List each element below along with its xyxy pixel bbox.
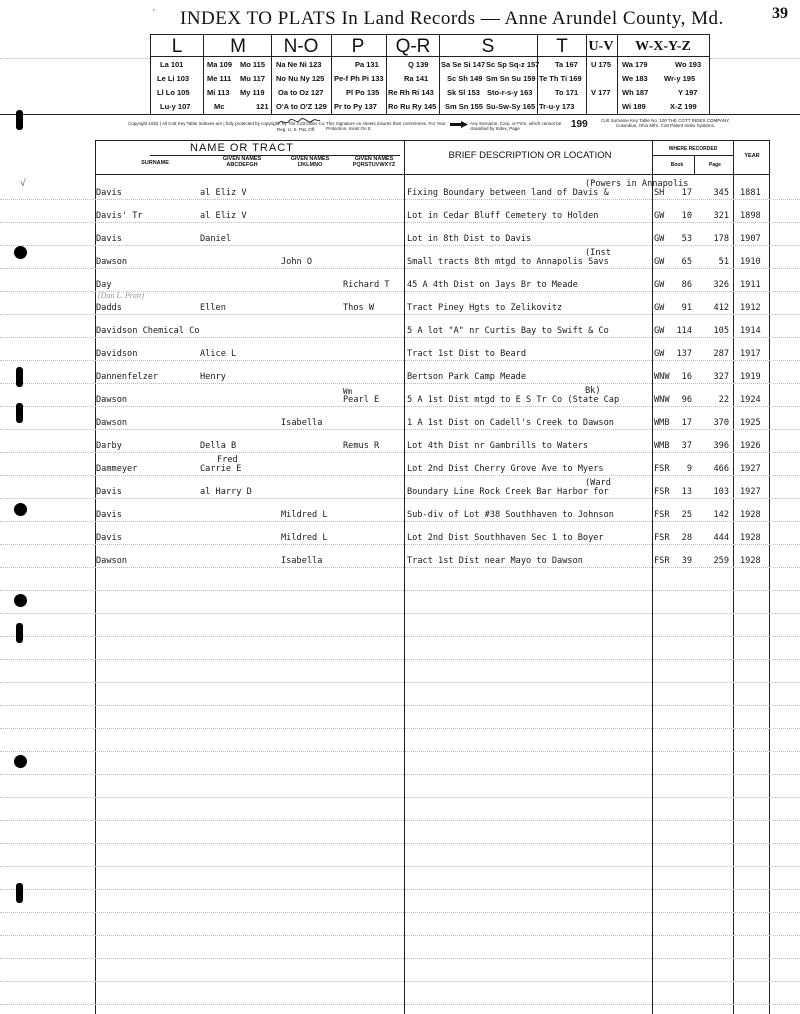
page-cell: 466 (713, 464, 729, 474)
description-cell: Bertson Park Camp Meade (407, 372, 526, 382)
row-guide-line (0, 1004, 800, 1005)
given-name-1-cell: al Eliz V (200, 188, 247, 198)
year-cell: 1907 (740, 234, 761, 244)
row-guide-line (0, 636, 800, 637)
description-cell: Lot in Cedar Bluff Cemetery to Holden (407, 211, 599, 221)
book-cell: 39 (681, 556, 692, 566)
surname-cell: Dawson (96, 418, 128, 428)
page-cell: 396 (713, 441, 729, 451)
index-cell: Sm Sn 155 (445, 102, 483, 111)
book-cell: 17 (681, 188, 692, 198)
corner-mark: ' (153, 8, 155, 19)
description-cell: (Powers in Annapolis (585, 179, 689, 189)
index-cell: Ra 141 (404, 74, 429, 83)
surname-cell: Davis (96, 533, 122, 543)
book-prefix-cell: FSR (654, 464, 670, 474)
year-cell: 1928 (740, 533, 761, 543)
year-cell: 1924 (740, 395, 761, 405)
row-guide-line (0, 705, 800, 706)
page-cell: 444 (713, 533, 729, 543)
faint-handwriting: (Dan L. Pratt) (98, 291, 144, 300)
year-cell: 1912 (740, 303, 761, 313)
index-cell: Na Ne Ni 123 (276, 60, 322, 69)
description-header: BRIEF DESCRIPTION OR LOCATION (448, 150, 612, 161)
signature-logo (276, 117, 322, 127)
book-prefix-cell: GW (654, 303, 665, 313)
year-cell: 1910 (740, 257, 761, 267)
surname-cell: Davis' Tr (96, 211, 143, 221)
index-cell: Pl Po 135 (346, 88, 380, 97)
description-cell: Tract 1st Dist near Mayo to Dawson (407, 556, 583, 566)
check-mark: √ (20, 178, 26, 189)
year-cell: 1911 (740, 280, 761, 290)
letter-M: M (230, 36, 246, 57)
book-prefix-cell: FSR (654, 556, 670, 566)
row-guide-line (0, 429, 800, 430)
surname-cell: Dawson (96, 556, 128, 566)
book-cell: 17 (681, 418, 692, 428)
page-cell: 412 (713, 303, 729, 313)
given-name-3-cell: Wm (343, 387, 353, 396)
book-cell: 16 (681, 372, 692, 382)
binder-slot (16, 883, 23, 903)
row-guide-line (0, 797, 800, 798)
index-cell: O'A to O'Z 129 (276, 102, 327, 111)
book-cell: 114 (676, 326, 692, 336)
book-cell: 86 (681, 280, 692, 290)
row-guide-line (0, 820, 800, 821)
book-cell: 9 (686, 464, 692, 474)
row-guide-line (0, 774, 800, 775)
surname-cell: Dawson (96, 395, 128, 405)
book-prefix-cell: GW (654, 326, 665, 336)
given-name-2-cell: Mildred L (281, 533, 328, 543)
page-title: INDEX TO PLATS In Land Records — Anne Arundel County, Md. (180, 8, 724, 29)
given-name-2-cell: Isabella (281, 556, 323, 566)
index-cell: Me 111 (207, 74, 232, 83)
index-cell: La 101 (160, 60, 184, 69)
binder-hole (14, 594, 27, 607)
binder-slot (16, 623, 23, 643)
row-guide-line (0, 544, 800, 545)
given-names-3-letters: PQRSTUVWXYZ (352, 162, 396, 168)
description-cell: Boundary Line Rock Creek Bar Harbor for (407, 487, 609, 497)
surname-cell: Dadds (96, 303, 122, 313)
description-cell: Fixing Boundary between land of Davis & (407, 188, 609, 198)
description-cell: Sub-div of Lot #38 Southhaven to Johnson (407, 510, 614, 520)
given-name-1-cell: Della B (200, 441, 237, 451)
index-cell: Sc Sp Sq-z 157 (486, 60, 540, 69)
row-guide-line (0, 958, 800, 959)
book-prefix-cell: WMB (654, 418, 670, 428)
page-number: 39 (772, 5, 788, 22)
book-prefix-cell: WMB (654, 441, 670, 451)
description-cell: Lot 2nd Dist Southhaven Sec 1 to Boyer (407, 533, 604, 543)
index-cell: Sk Sl 153 (447, 88, 480, 97)
page-cell: 105 (713, 326, 729, 336)
page-cell: 321 (713, 211, 729, 221)
index-cell: Oa to Oz 127 (278, 88, 324, 97)
page-cell: 51 (718, 257, 729, 267)
row-guide-line (0, 475, 800, 476)
surname-cell: Davidson (96, 349, 138, 359)
book-header: Book (670, 162, 684, 168)
row-guide-line (0, 613, 800, 614)
row-guide-line (0, 912, 800, 913)
description-cell: Bk) (585, 386, 601, 396)
book-cell: 137 (676, 349, 692, 359)
surname-cell: Davis (96, 487, 122, 497)
binder-hole (14, 503, 27, 516)
given-name-1-cell: al Eliz V (200, 211, 247, 221)
given-name-2-cell: Isabella (281, 418, 323, 428)
year-cell: 1925 (740, 418, 761, 428)
binder-slot (16, 367, 23, 387)
description-cell: Lot 2nd Dist Cherry Grove Ave to Myers (407, 464, 604, 474)
row-guide-line (0, 659, 800, 660)
page-cell: 327 (713, 372, 729, 382)
index-cell: X-Z 199 (670, 102, 697, 111)
given-name-2-cell: Mildred L (281, 510, 328, 520)
binder-slot (16, 110, 23, 130)
letter-S: S (481, 36, 495, 57)
book-prefix-cell: WNW (654, 372, 670, 382)
row-guide-line (0, 728, 800, 729)
index-cell: Mu 117 (240, 74, 266, 83)
index-cell: Ro Ru Ry 145 (388, 102, 437, 111)
index-cell: Su-Sw-Sy 165 (486, 102, 536, 111)
description-cell: 1 A 1st Dist on Cadell's Creek to Dawson (407, 418, 614, 428)
row-guide-line (0, 268, 800, 269)
surname-cell: Day (96, 280, 112, 290)
any-surname-page: 199 (571, 119, 588, 130)
index-cell: Pe-f Ph Pi 133 (334, 74, 384, 83)
index-cell: Wi 189 (622, 102, 646, 111)
name-or-tract-header: NAME OR TRACT (190, 142, 294, 154)
page-cell: 345 (713, 188, 729, 198)
year-header: YEAR (744, 153, 760, 159)
given-names-1-title: GIVEN NAMES (222, 156, 262, 162)
index-cell: Sc Sh 149 (447, 74, 483, 83)
surname-cell: Dannenfelzer (96, 372, 159, 382)
binder-hole (14, 246, 27, 259)
row-guide-line (0, 383, 800, 384)
given-name-3-cell: Pearl E (343, 395, 380, 405)
book-cell: 25 (681, 510, 692, 520)
index-cell: Tr-u-y 173 (539, 102, 575, 111)
book-cell: 28 (681, 533, 692, 543)
year-cell: 1881 (740, 188, 761, 198)
surname-cell: Dammeyer (96, 464, 138, 474)
index-cell: Sto-r-s-y 163 (487, 88, 533, 97)
given-name-1-cell: Ellen (200, 303, 226, 313)
binder-slot (16, 403, 23, 423)
year-cell: 1919 (740, 372, 761, 382)
index-cell: Le Li 103 (157, 74, 190, 83)
row-guide-line (0, 222, 800, 223)
description-cell: Small tracts 8th mtgd to Annapolis Savs (407, 257, 609, 267)
surname-cell: Darby (96, 441, 122, 451)
binder-hole (14, 755, 27, 768)
given-names-2-header (280, 156, 340, 168)
year-cell: 1928 (740, 556, 761, 566)
index-cell: Q 139 (408, 60, 429, 69)
letter-L: L (171, 36, 183, 57)
row-guide-line (0, 843, 800, 844)
book-prefix-cell: GW (654, 349, 665, 359)
surname-cell: Dawson (96, 257, 128, 267)
protection-notice: This Signature on sheets insures their correctness. For Your Protection, Insist On It. (326, 121, 446, 131)
index-cell: Wo 193 (675, 60, 702, 69)
index-cell: Wr-y 195 (664, 74, 696, 83)
company-notice: Cott Surname Key Table No. 100 THE COTT INDEX COMPANY, Columbus, Ohio Mfrs. Cott Patent Index Systems. (601, 118, 730, 128)
given-name-1-cell: Carrie E (200, 464, 242, 474)
index-cell: Wa 179 (622, 60, 648, 69)
page-header: Page (709, 162, 721, 168)
page-cell: 326 (713, 280, 729, 290)
given-name-1-cell: Fred (217, 455, 238, 465)
page-cell: 287 (713, 349, 729, 359)
index-cell: Lu-y 107 (160, 102, 191, 111)
row-guide-line (0, 935, 800, 936)
index-cell: Y 197 (678, 88, 698, 97)
index-cell: My 119 (240, 88, 265, 97)
index-cell: Ta 167 (555, 60, 578, 69)
surname-cell: Davis (96, 188, 122, 198)
index-cell: U 175 (591, 60, 612, 69)
description-cell: (Inst (585, 248, 611, 258)
page-cell: 259 (713, 556, 729, 566)
given-name-3-cell: Thos W (343, 303, 375, 313)
row-guide-line (0, 452, 800, 453)
row-guide-line (0, 567, 800, 568)
year-cell: 1927 (740, 464, 761, 474)
index-cell: Mc (214, 102, 225, 111)
row-guide-line (0, 590, 800, 591)
index-cell: No Nu Ny 125 (276, 74, 325, 83)
year-cell: 1917 (740, 349, 761, 359)
book-cell: 96 (681, 395, 692, 405)
description-cell: (Ward (585, 478, 611, 488)
index-cell: To 171 (555, 88, 579, 97)
row-guide-line (0, 498, 800, 499)
index-cell: Te Th Ti 169 (539, 74, 582, 83)
year-cell: 1928 (740, 510, 761, 520)
row-guide-line (0, 682, 800, 683)
index-cell: Wh 187 (622, 88, 649, 97)
pointing-hand-icon (449, 120, 469, 129)
description-cell: Lot in 8th Dist to Davis (407, 234, 532, 244)
given-name-3-cell: Remus R (343, 441, 380, 451)
any-surname-notice: Any Surname, Corp. or Firm, which cannot be classified by Index, Page (470, 121, 562, 131)
index-cell: V 177 (591, 88, 611, 97)
given-names-2-title: GIVEN NAMES (290, 156, 330, 162)
book-prefix-cell: SH (654, 188, 665, 198)
description-cell: 5 A lot "A" nr Curtis Bay to Swift & Co (407, 326, 609, 336)
row-guide-line (0, 199, 800, 200)
given-names-1-header (212, 156, 272, 168)
index-cell: Re Rh Ri 143 (388, 88, 434, 97)
letter-Q-R: Q-R (395, 36, 431, 57)
description-cell: Tract 1st Dist to Beard (407, 349, 526, 359)
year-cell: 1926 (740, 441, 761, 451)
given-name-1-cell: al Harry D (200, 487, 252, 497)
index-cell: Sa Se Si 147 (441, 60, 486, 69)
given-name-2-cell: John O (281, 257, 313, 267)
surname-cell: Davidson Chemical Co (96, 326, 200, 336)
book-prefix-cell: GW (654, 211, 665, 221)
given-names-3-title: GIVEN NAMES (354, 156, 394, 162)
given-name-1-cell: Henry (200, 372, 226, 382)
book-prefix-cell: GW (654, 280, 665, 290)
letter-N-O: N-O (283, 36, 319, 57)
book-prefix-cell: FSR (654, 510, 670, 520)
book-prefix-cell: GW (654, 257, 665, 267)
row-guide-line (0, 751, 800, 752)
book-cell: 53 (681, 234, 692, 244)
letter-U-V: U-V (588, 39, 614, 54)
letter-T: T (556, 36, 568, 57)
description-cell: Lot 4th Dist nr Gambrills to Waters (407, 441, 589, 451)
book-cell: 91 (681, 303, 692, 313)
given-name-3-cell: Richard T (343, 280, 390, 290)
book-prefix-cell: GW (654, 234, 665, 244)
index-cell: Mi 113 (207, 88, 230, 97)
row-guide-line (0, 889, 800, 890)
row-guide-line (0, 245, 800, 246)
letter-P: P (351, 36, 365, 57)
index-cell: Ma 109 (207, 60, 233, 69)
book-cell: 37 (681, 441, 692, 451)
where-recorded-header: WHERE RECORDED (668, 146, 718, 152)
index-cell: Mo 115 (240, 60, 266, 69)
given-name-1-cell: Alice L (200, 349, 237, 359)
description-cell: 45 A 4th Dist on Jays Br to Meade (407, 280, 578, 290)
copyright-notice: Copyright 1932 | All Cott Key Table Indexes are | fully protected by copyright. by The Cott Index Co. (128, 121, 326, 126)
row-guide-line (0, 981, 800, 982)
index-cell: We 183 (622, 74, 648, 83)
row-guide-line (0, 337, 800, 338)
row-guide-line (0, 314, 800, 315)
book-prefix-cell: FSR (654, 487, 670, 497)
book-prefix-cell: WNW (654, 395, 670, 405)
given-names-3-header (343, 156, 405, 168)
year-cell: 1927 (740, 487, 761, 497)
trademark-notice: Reg. U. S. Pat. Off. (277, 127, 316, 132)
row-guide-line (0, 866, 800, 867)
page-cell: 370 (713, 418, 729, 428)
index-cell: Pa 131 (355, 60, 379, 69)
row-guide-line (0, 360, 800, 361)
book-cell: 65 (681, 257, 692, 267)
given-names-1-letters: ABCDEFGH (226, 162, 258, 168)
row-guide-line (0, 521, 800, 522)
letter-W-Z: W-X-Y-Z (635, 39, 691, 54)
surname-header: SURNAME (141, 160, 169, 166)
given-name-1-cell: Daniel (200, 234, 232, 244)
index-cell: 121 (256, 102, 269, 111)
row-guide-line (0, 406, 800, 407)
index-cell: Pr to Py 137 (334, 102, 377, 111)
page-cell: 142 (713, 510, 729, 520)
description-cell: 5 A 1st Dist mtgd to E S Tr Co (State Cap (407, 395, 620, 405)
book-cell: 13 (681, 487, 692, 497)
surname-cell: Davis (96, 234, 122, 244)
index-cell: Sm Sn Su 159 (486, 74, 536, 83)
description-cell: Tract Piney Hgts to Zelikovitz (407, 303, 563, 313)
book-cell: 10 (681, 211, 692, 221)
index-cell: Ll Lo 105 (157, 88, 190, 97)
year-cell: 1898 (740, 211, 761, 221)
year-cell: 1914 (740, 326, 761, 336)
page-cell: 178 (713, 234, 729, 244)
given-names-2-letters: IJKLMNO (297, 162, 323, 168)
page-cell: 103 (713, 487, 729, 497)
page-cell: 22 (718, 395, 729, 405)
book-prefix-cell: FSR (654, 533, 670, 543)
surname-cell: Davis (96, 510, 122, 520)
